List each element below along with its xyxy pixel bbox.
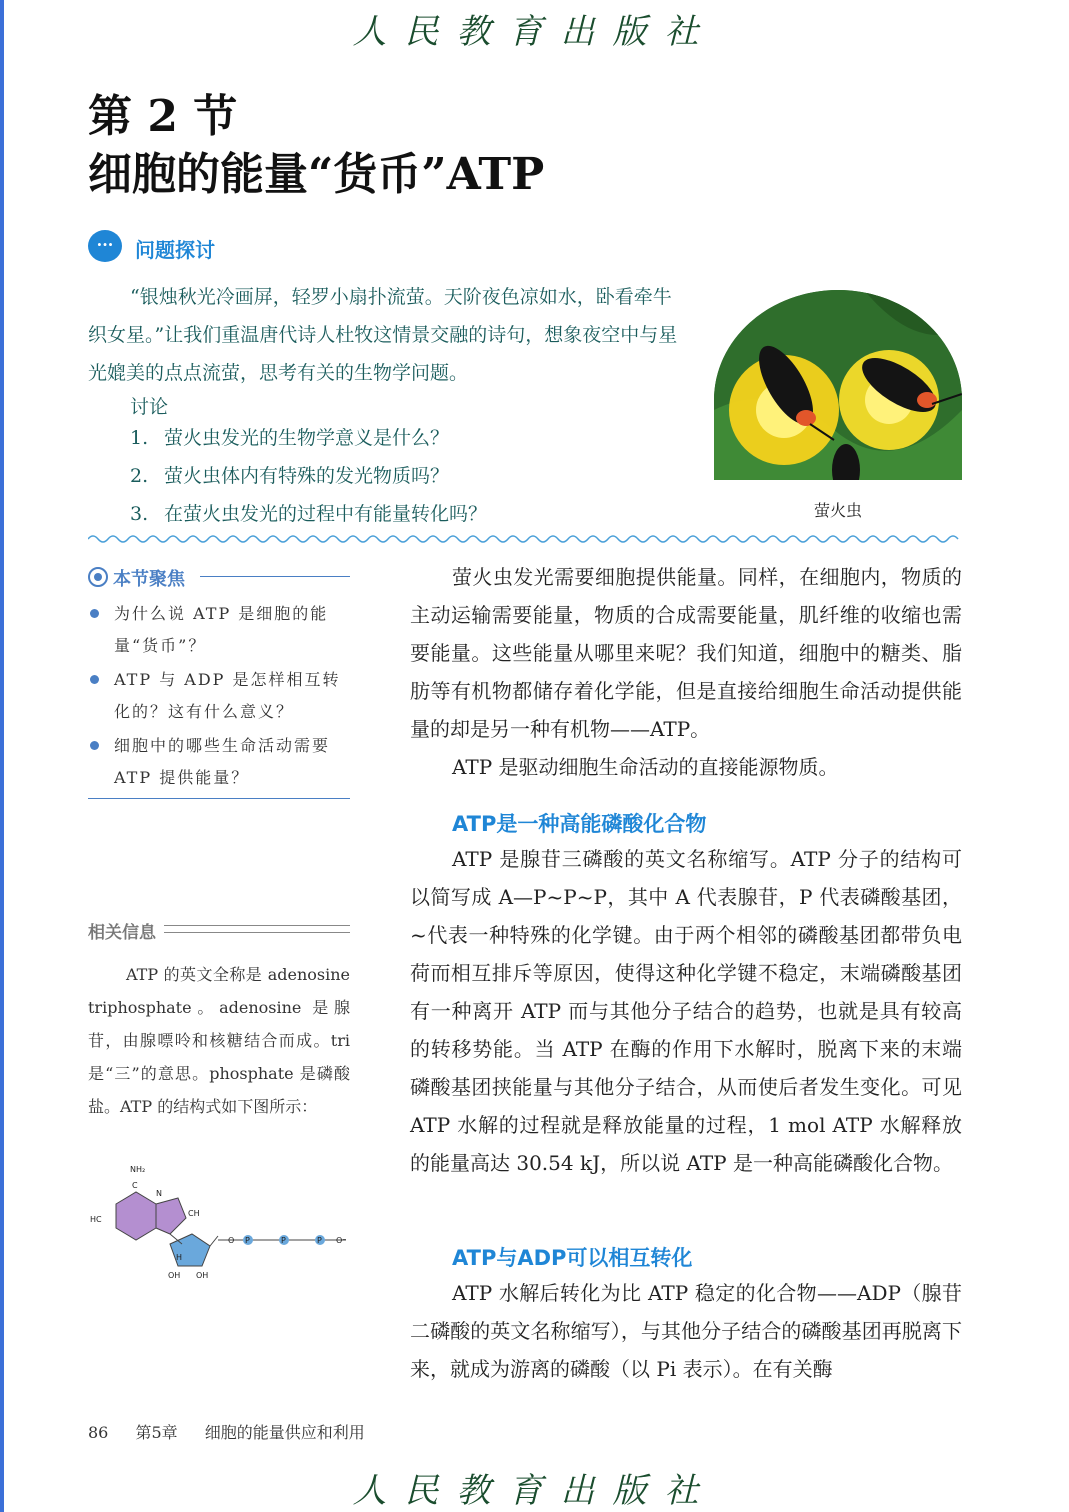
focus-heading-rule xyxy=(200,576,350,577)
info-heading-rule xyxy=(164,925,350,933)
page-footer xyxy=(88,1420,387,1443)
discussion-heading: 讨论 xyxy=(130,396,169,418)
page-number: 86 xyxy=(88,1423,109,1442)
body-paragraph: 萤火虫发光需要细胞提供能量。同样，在细胞内，物质的主动运输需要能量，物质的合成需要能量，肌纤维的收缩也需要能量。这些能量从哪里来呢？我们知道，细胞中的糖类、脂肪等有机物都储存着化学能，但是直接给细胞生命活动提供能量的却是另一种有机物——ATP。 xyxy=(410,565,962,741)
section-title: 细胞的能量“货币”ATP xyxy=(88,149,545,200)
body-section-1 xyxy=(410,840,962,1182)
discussion-item: 1. 萤火虫发光的生物学意义是什么？ xyxy=(130,427,450,449)
problem-text: “银烛秋光冷画屏，轻罗小扇扑流萤。天阶夜色凉如水，卧看牵牛织女星。”让我们重温唐代诗人杜牧这情景交融的诗句，想象夜空中与星光媲美的点点流萤，思考有关的生物学问题。 xyxy=(88,286,678,384)
page-left-edge-bar xyxy=(0,0,4,1512)
target-icon xyxy=(88,567,108,587)
atp-structure-diagram xyxy=(86,1160,352,1284)
molecule-label: P xyxy=(245,1236,250,1245)
chapter-label: 第5章 xyxy=(135,1423,178,1442)
molecule-label: C xyxy=(132,1181,138,1190)
molecule-label: P xyxy=(317,1236,322,1245)
molecule-label: H xyxy=(176,1253,183,1262)
molecule-label: O⁻ xyxy=(336,1236,347,1245)
molecule-label: OH xyxy=(168,1271,181,1280)
molecule-label: CH xyxy=(188,1209,200,1218)
focus-bottom-rule xyxy=(88,798,350,799)
body-paragraph: ATP 水解后转化为比 ATP 稳定的化合物——ADP（腺苷二磷酸的英文名称缩写），与其他分子结合的磷酸基团再脱离下来，就成为游离的磷酸（以 Pi 表示）。在有关酶 xyxy=(410,1281,962,1381)
focus-item: ATP 与 ADP 是怎样相互转化的？这有什么意义？ xyxy=(88,664,350,728)
firefly-photo xyxy=(714,290,962,480)
focus-item: 细胞中的哪些生命活动需要 ATP 提供能量？ xyxy=(88,730,350,794)
focus-item: 为什么说 ATP 是细胞的能量“货币”？ xyxy=(88,598,350,662)
molecule-label: NH₂ xyxy=(130,1165,146,1174)
discussion-item: 2. 萤火虫体内有特殊的发光物质吗？ xyxy=(130,465,450,487)
body-intro xyxy=(410,558,962,786)
problem-heading: 问题探讨 xyxy=(135,238,215,262)
info-text: ATP 的英文全称是 adenosine triphosphate。adenosine 是腺苷，由腺嘌呤和核糖结合而成。tri 是“三”的意思。phosphate 是磷酸盐。ATP 的结构式如下图所示： xyxy=(88,965,350,1116)
body-section-2 xyxy=(410,1274,962,1388)
wavy-divider xyxy=(88,532,962,546)
subheading-atp-high-energy: ATP是一种高能磷酸化合物 xyxy=(452,812,707,836)
molecule-label: OH xyxy=(196,1271,209,1280)
discussion-list xyxy=(130,424,487,538)
firefly-illustration xyxy=(714,290,962,480)
chapter-title: 细胞的能量供应和利用 xyxy=(204,1423,365,1442)
photo-caption: 萤火虫 xyxy=(814,501,863,520)
molecule-label: O xyxy=(228,1236,235,1245)
section-number: 第 2 节 xyxy=(88,91,238,142)
info-heading: 相关信息 xyxy=(88,923,156,943)
subheading-atp-adp-conversion: ATP与ADP可以相互转化 xyxy=(452,1246,693,1270)
body-paragraph: ATP 是腺苷三磷酸的英文名称缩写。ATP 分子的结构可以简写成 A—P~P~P，其中 A 代表腺苷，P 代表磷酸基团，~代表一种特殊的化学键。由于两个相邻的磷酸基团都带负电荷而相互排斥等原因，使得这种化学键不稳定，末端磷酸基团有一种离开 ATP 而与其他分子结合的趋势，也就是具有较高的转移势能。当 ATP 在酶的作用下水解时，脱离下来的末端磷酸基团挟能量与其他分子结合，从而使后者发生变化。可见 ATP 水解的过程就是释放能量的过程，1 mol ATP 水解释放的能量高达 30.54 kJ，所以说 ATP 是一种高能磷酸化合物。 xyxy=(410,847,962,1175)
molecule-label: HC xyxy=(90,1215,102,1224)
focus-list xyxy=(88,598,350,796)
body-paragraph: ATP 是驱动细胞生命活动的直接能源物质。 xyxy=(452,755,839,779)
discussion-item: 3. 在萤火虫发光的过程中有能量转化吗？ xyxy=(130,503,488,525)
focus-heading: 本节聚焦 xyxy=(113,569,185,590)
molecule-label: N xyxy=(156,1189,162,1198)
chat-bubble-icon: ··· xyxy=(88,230,122,262)
publisher-watermark-top: 人民教育出版社 xyxy=(352,12,717,52)
molecule-label: P xyxy=(281,1236,286,1245)
publisher-watermark-bottom: 人民教育出版社 xyxy=(352,1471,717,1511)
